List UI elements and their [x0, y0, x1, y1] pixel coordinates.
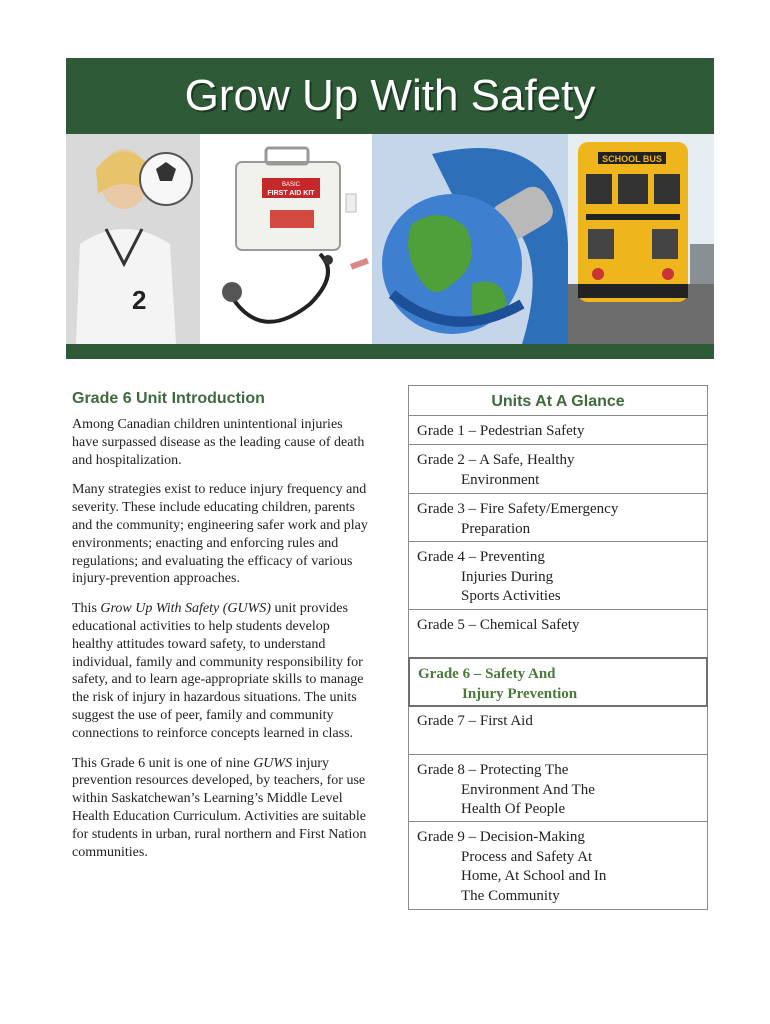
intro-column: [72, 390, 368, 873]
glance-heading: Units At A Glance: [409, 386, 707, 416]
globe-helmet-photo: [372, 134, 568, 344]
unit-row-grade-6-current: Grade 6 – Safety And Injury Prevention: [408, 657, 708, 707]
unit-row-grade-3: Grade 3 – Fire Safety/Emergency Preparation: [409, 494, 707, 542]
units-at-a-glance-table: [408, 385, 708, 910]
jersey-number: 2: [132, 285, 147, 315]
kit-label-2: FIRST AID KIT: [267, 190, 315, 197]
bus-label: SCHOOL BUS: [602, 154, 662, 164]
intro-paragraph-4: This Grade 6 unit is one of nine GUWS injury prevention resources developed, by teachers, for use within Saskatchewan’s Learning’s Middle Level Health Education Curriculum. Activities are suitable for students in urban, rural northern and First Nation communities.: [72, 755, 367, 860]
unit-row-grade-1: Grade 1 – Pedestrian Safety: [409, 416, 707, 445]
banner-title: Grow Up With Safety: [184, 71, 596, 120]
school-bus-photo: [568, 134, 714, 344]
unit-row-grade-5: Grade 5 – Chemical Safety: [409, 610, 707, 658]
unit-row-grade-4: Grade 4 – Preventing Injuries During Sports Activities: [409, 542, 707, 610]
banner-subtitle: [66, 344, 714, 359]
intro-paragraph-3: This Grow Up With Safety (GUWS) unit provides educational activities to help students develop healthy attitudes toward safety, to understand individual, family and community responsibility for safety, and to learn age-appropriate skills to manage the risk of injury in hazardous situations. The units suggest the use of peer, family and community connections to reinforce concepts learned in class.: [72, 601, 364, 741]
first-aid-photo: [200, 134, 372, 344]
cover-banner: [66, 58, 714, 359]
unit-row-grade-9: Grade 9 – Decision-Making Process and Safety At Home, At School and In The Community: [417, 829, 607, 904]
photo-strip: [66, 134, 714, 344]
kit-label-1: BASIC: [281, 182, 301, 188]
soccer-player-photo: [66, 134, 200, 344]
intro-heading: Grade 6 Unit Introduction: [72, 390, 265, 407]
unit-row-grade-8: Grade 8 – Protecting The Environment And The Health Of People: [409, 755, 707, 822]
intro-paragraph-1: Among Canadian children unintentional injuries have surpassed disease as the leading cause of death and hospitalization.: [72, 417, 365, 468]
unit-row-grade-2: Grade 2 – A Safe, Healthy Environment: [409, 445, 707, 494]
unit-row-grade-7: Grade 7 – First Aid: [409, 706, 707, 755]
intro-paragraph-2: Many strategies exist to reduce injury frequency and severity. These include educating children, parents and the community; engineering safer work and play environments; enacting and enforcing rules and regulations; and evaluating the efficacy of various injury-prevention approaches.: [72, 482, 368, 587]
